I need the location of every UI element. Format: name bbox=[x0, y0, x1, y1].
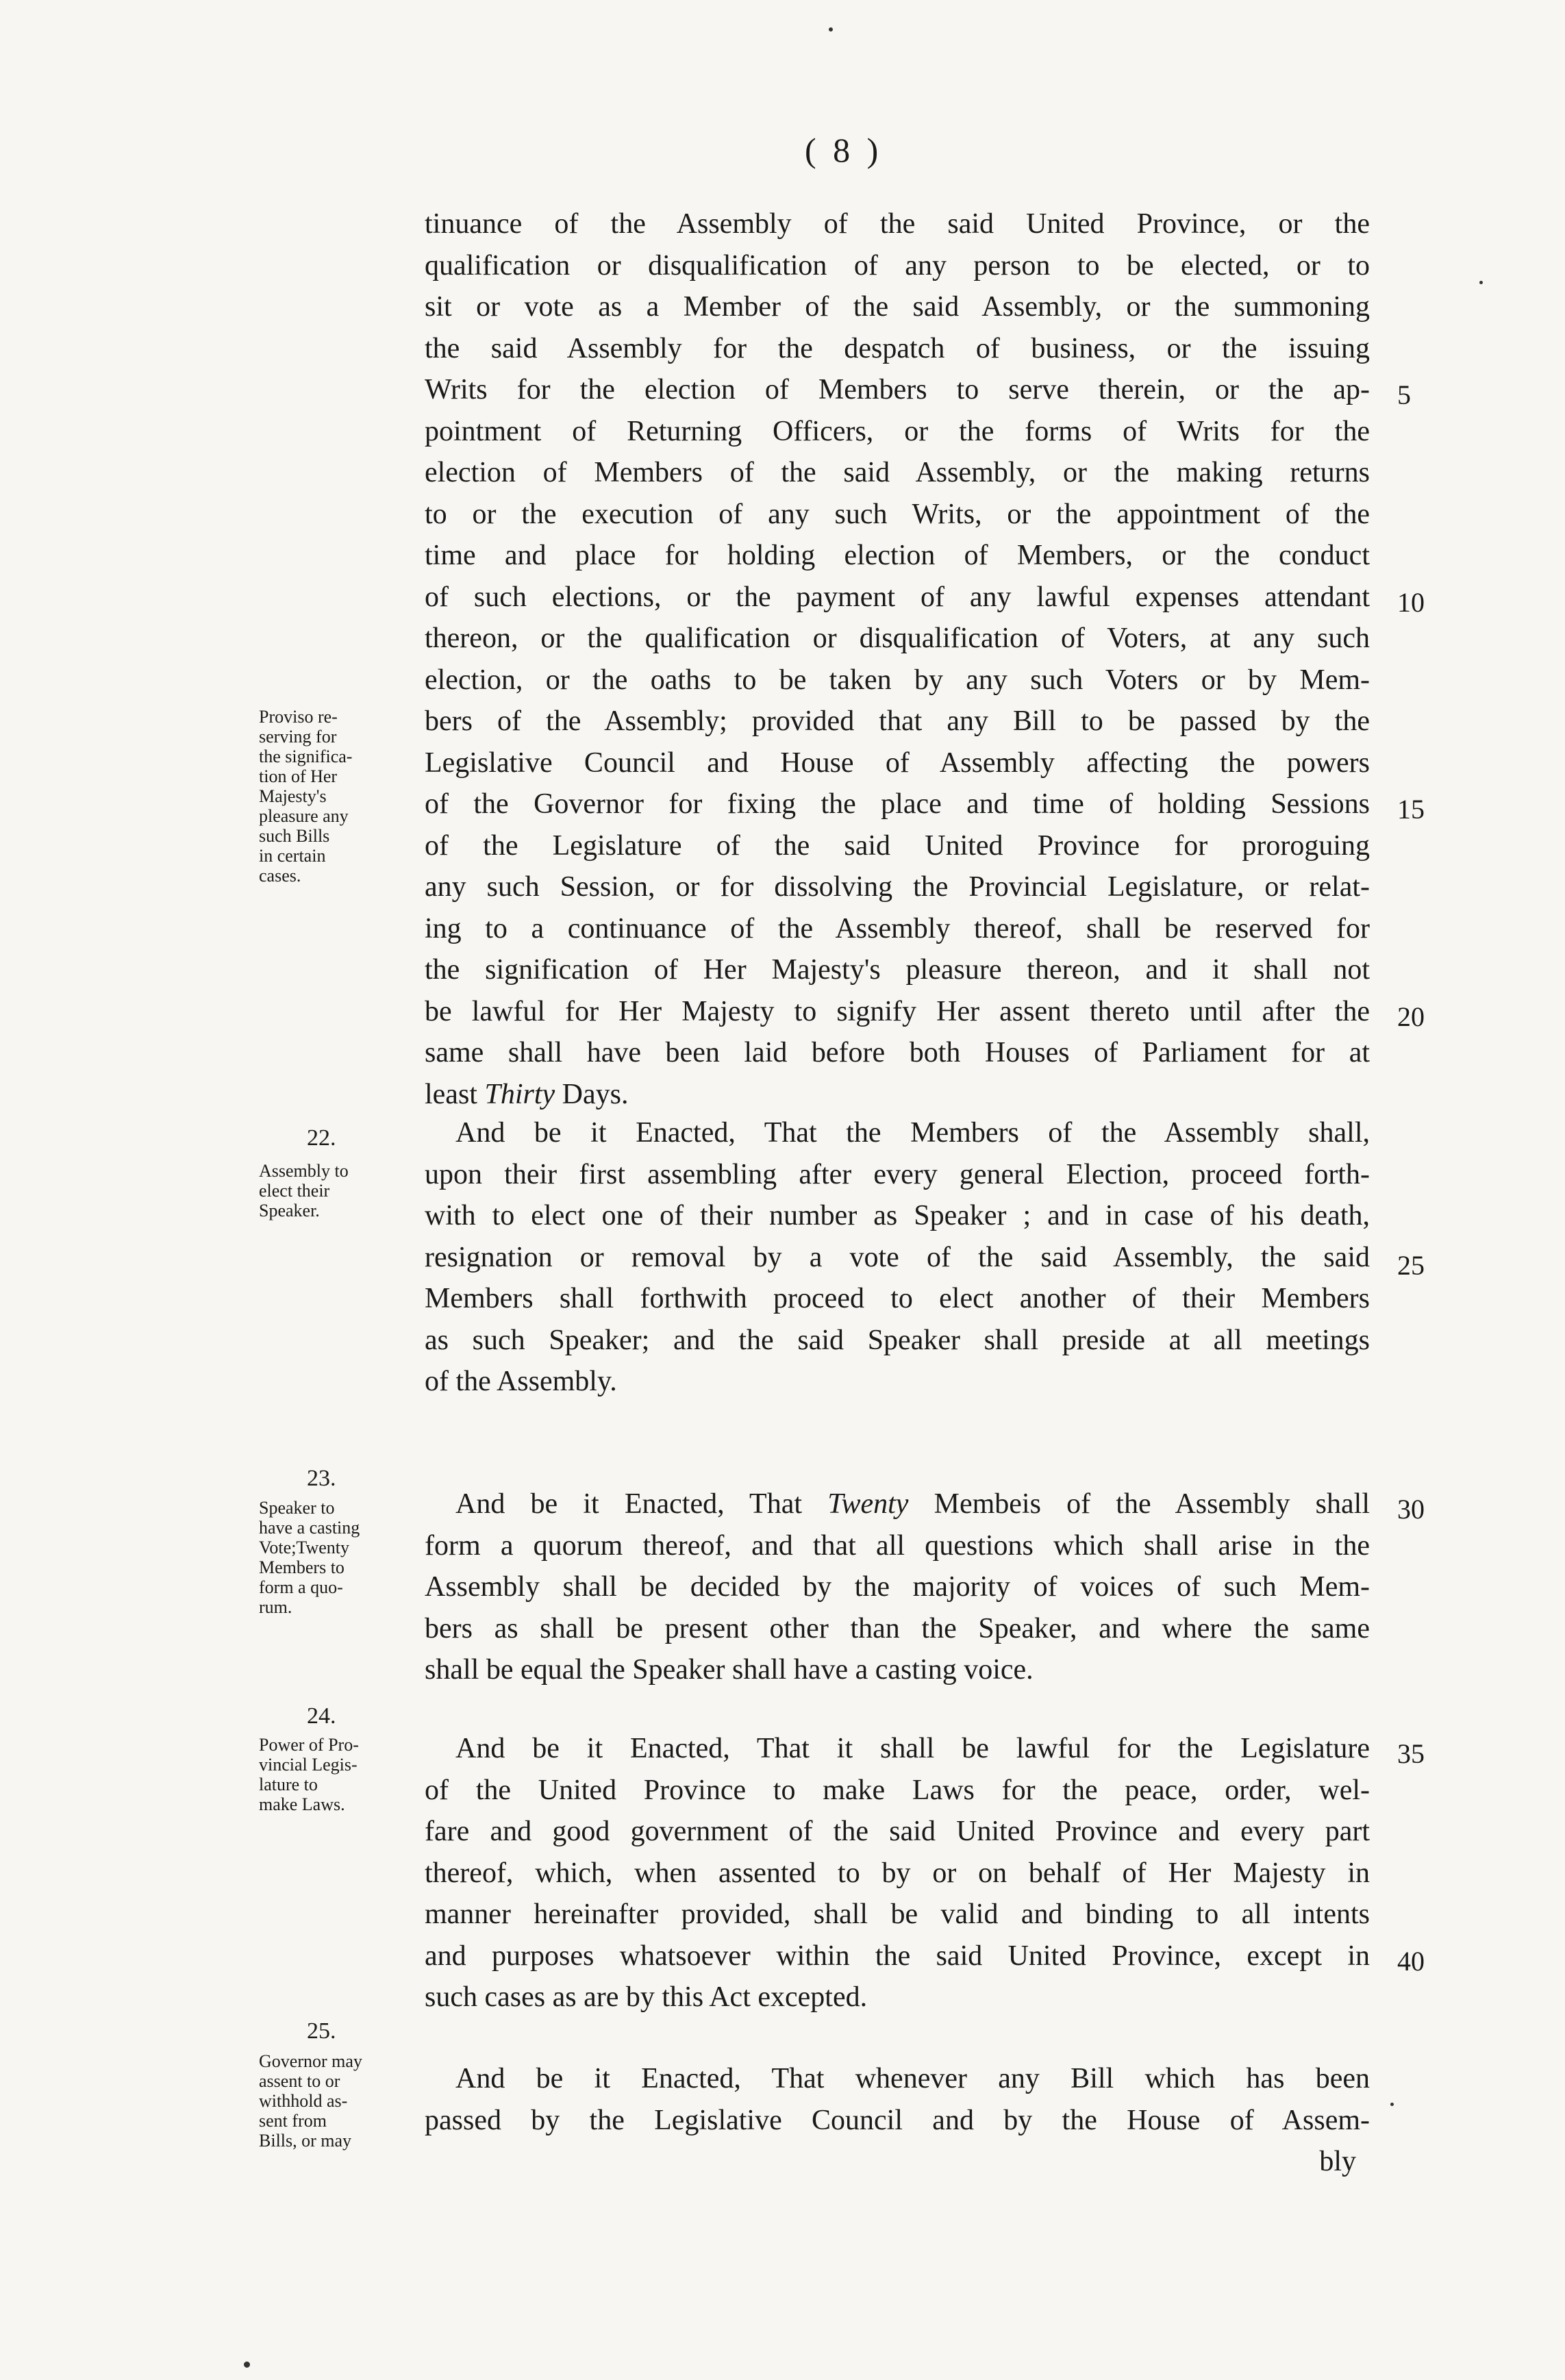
side-note-proviso bbox=[259, 707, 410, 886]
side-note-line: Proviso re- bbox=[259, 707, 338, 727]
line-number: 30 bbox=[1397, 1494, 1425, 1525]
side-note-line: the significa- bbox=[259, 747, 353, 766]
text-line bbox=[425, 1483, 1370, 1525]
text-line bbox=[425, 1074, 1370, 1116]
text-line: time and place for holding election of Members, or the conduct bbox=[425, 540, 1370, 571]
section-number: 24. bbox=[307, 1703, 336, 1729]
side-note-line: cases. bbox=[259, 866, 301, 886]
text-line: fare and good government of the said United Province and every part bbox=[425, 1816, 1370, 1847]
italic-word: Thirty bbox=[484, 1078, 555, 1110]
scan-speck bbox=[1479, 281, 1483, 284]
text-line: election of Members of the said Assembly, or the making returns bbox=[425, 457, 1370, 488]
text-line: of the United Province to make Laws for the peace, order, wel- bbox=[425, 1774, 1370, 1806]
text-line: be lawful for Her Majesty to signify Her assent thereto until after the bbox=[425, 995, 1370, 1027]
side-note-line: pleasure any bbox=[259, 806, 349, 826]
side-note-line: make Laws. bbox=[259, 1794, 345, 1814]
side-note-line: have a casting bbox=[259, 1518, 360, 1538]
text-line: the said Assembly for the despatch of business, or the issuing bbox=[425, 332, 1370, 364]
text-line: as such Speaker; and the said Speaker shall preside at all meetings bbox=[425, 1324, 1370, 1356]
text-line: tinuance of the Assembly of the said United Province, or the bbox=[425, 208, 1370, 240]
text-line: And be it Enacted, That the Members of the Assembly shall, bbox=[455, 1117, 1370, 1149]
text-line: Assembly shall be decided by the majority of voices of such Mem- bbox=[425, 1571, 1370, 1603]
side-note-line: vincial Legis- bbox=[259, 1755, 358, 1775]
text-line: And be it Enacted, That whenever any Bill which has been bbox=[455, 2063, 1370, 2094]
text-line: to or the execution of any such Writs, or the appointment of the bbox=[425, 498, 1370, 530]
paragraph-1 bbox=[425, 203, 1370, 1115]
side-note-line: Power of Pro- bbox=[259, 1735, 359, 1755]
text-line: Legislative Council and House of Assembly affecting the powers bbox=[425, 747, 1370, 779]
line-number: 15 bbox=[1397, 794, 1425, 825]
text-line: Members shall forthwith proceed to elect another of their Members bbox=[425, 1283, 1370, 1314]
text-line: bers of the Assembly; provided that any Bill to be passed by the bbox=[425, 705, 1370, 737]
side-note-line: Governor may bbox=[259, 2051, 362, 2071]
side-note-line: Assembly to bbox=[259, 1161, 349, 1181]
text-line: Writs for the election of Members to serve therein, or the ap- bbox=[425, 374, 1370, 405]
text-line: shall be equal the Speaker shall have a casting voice. bbox=[425, 1654, 1034, 1686]
catchword: bly bbox=[1319, 2146, 1356, 2177]
text-line: of the Governor for fixing the place and time of holding Sessions bbox=[425, 788, 1370, 820]
text-line: upon their first assembling after every general Election, proceed forth- bbox=[425, 1158, 1370, 1190]
side-note-line: Bills, or may bbox=[259, 2131, 352, 2151]
side-note-line: rum. bbox=[259, 1597, 292, 1617]
scan-speck bbox=[1390, 2103, 1394, 2106]
side-note-line: Vote;Twenty bbox=[259, 1538, 350, 1557]
line-number: 40 bbox=[1397, 1946, 1425, 1977]
text-line: any such Session, or for dissolving the Provincial Legislature, or relat- bbox=[425, 871, 1370, 903]
paragraph-24 bbox=[425, 1728, 1370, 2018]
side-note-line: Members to bbox=[259, 1557, 345, 1577]
text-fragment: least bbox=[425, 1078, 485, 1110]
text-line: form a quorum thereof, and that all questions which shall arise in the bbox=[425, 1529, 1370, 1562]
side-note-22 bbox=[259, 1161, 410, 1220]
text-line: of the Legislature of the said United Province for proroguing bbox=[425, 829, 1370, 862]
text-line: sit or vote as a Member of the said Assembly, or the summoning bbox=[425, 291, 1370, 323]
side-note-line: form a quo- bbox=[259, 1577, 343, 1597]
line-number: 25 bbox=[1397, 1250, 1425, 1281]
text-line: such cases as are by this Act excepted. bbox=[425, 1981, 868, 2013]
section-number: 23. bbox=[307, 1466, 336, 1491]
paragraph-25 bbox=[425, 2058, 1370, 2183]
section-number: 22. bbox=[307, 1125, 336, 1151]
side-note-25 bbox=[259, 2051, 410, 2151]
side-note-line: withhold as- bbox=[259, 2091, 348, 2111]
side-note-line: sent from bbox=[259, 2111, 327, 2131]
text-line: election, or the oaths to be taken by any such Voters or by Mem- bbox=[425, 664, 1370, 696]
side-note-24 bbox=[259, 1735, 410, 1814]
paragraph-22 bbox=[425, 1112, 1370, 1403]
page-number: ( 8 ) bbox=[805, 131, 883, 169]
text-line: bers as shall be present other than the Speaker, and where the same bbox=[425, 1612, 1370, 1644]
text-line: passed by the Legislative Council and by the House of Assem- bbox=[425, 2104, 1370, 2136]
section-number: 25. bbox=[307, 2018, 336, 2044]
italic-word: Twenty bbox=[827, 1488, 909, 1520]
text-line: of the Assembly. bbox=[425, 1366, 617, 1397]
paragraph-23 bbox=[425, 1483, 1370, 1691]
text-line: pointment of Returning Officers, or the forms of Writs for the bbox=[425, 415, 1370, 447]
side-note-line: in certain bbox=[259, 846, 326, 866]
side-note-line: tion of Her bbox=[259, 766, 338, 786]
text-line: resignation or removal by a vote of the said Assembly, the said bbox=[425, 1241, 1370, 1273]
scan-speck bbox=[244, 2362, 250, 2368]
text-line: and purposes whatsoever within the said United Province, except in bbox=[425, 1940, 1370, 1972]
text-line: of such elections, or the payment of any lawful expenses attendant bbox=[425, 581, 1370, 613]
side-note-line: Speaker to bbox=[259, 1498, 335, 1518]
text-line: And be it Enacted, That it shall be lawful for the Legislature bbox=[455, 1733, 1370, 1764]
side-note-line: serving for bbox=[259, 727, 337, 747]
side-note-23 bbox=[259, 1498, 410, 1617]
text-fragment: And be it Enacted, That bbox=[455, 1488, 828, 1520]
text-fragment: Membeis of the Assembly shall bbox=[908, 1488, 1370, 1520]
text-line: the signification of Her Majesty's pleasure thereon, and it shall not bbox=[425, 954, 1370, 986]
line-number: 5 bbox=[1397, 379, 1411, 410]
side-note-line: lature to bbox=[259, 1775, 318, 1794]
side-note-line: Speaker. bbox=[259, 1201, 320, 1220]
text-fragment: Days. bbox=[555, 1078, 629, 1110]
side-note-line: elect their bbox=[259, 1181, 330, 1201]
text-line: same shall have been laid before both Houses of Parliament for at bbox=[425, 1037, 1370, 1068]
text-line: manner hereinafter provided, shall be valid and binding to all intents bbox=[425, 1899, 1370, 1930]
text-line: thereon, or the qualification or disqualification of Voters, at any such bbox=[425, 623, 1370, 654]
text-line: with to elect one of their number as Speaker ; and in case of his death, bbox=[425, 1200, 1370, 1231]
side-note-line: assent to or bbox=[259, 2071, 340, 2091]
line-number: 35 bbox=[1397, 1738, 1425, 1769]
line-number: 20 bbox=[1397, 1001, 1425, 1032]
text-line: thereof, which, when assented to by or on behalf of Her Majesty in bbox=[425, 1857, 1370, 1889]
side-note-line: Majesty's bbox=[259, 786, 327, 806]
line-number: 10 bbox=[1397, 587, 1425, 618]
side-note-line: such Bills bbox=[259, 826, 330, 846]
text-line: qualification or disqualification of any person to be elected, or to bbox=[425, 249, 1370, 281]
text-line: ing to a continuance of the Assembly thereof, shall be reserved for bbox=[425, 912, 1370, 944]
scan-speck bbox=[829, 27, 833, 32]
